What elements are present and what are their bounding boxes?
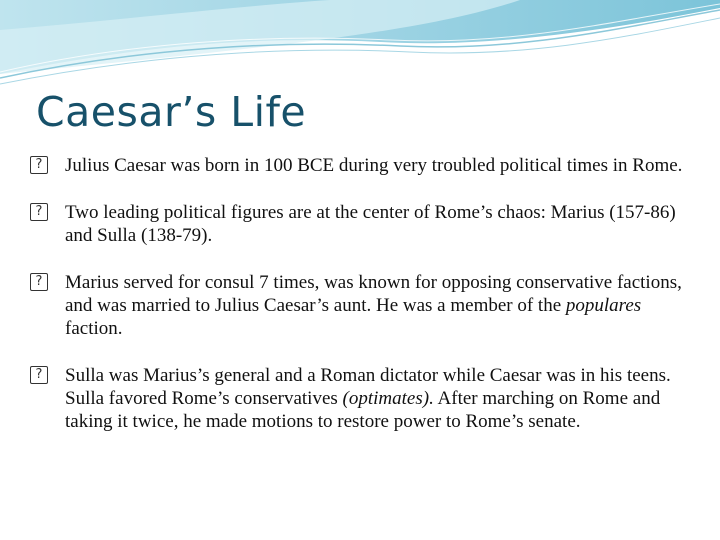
- missing-glyph-icon: [30, 366, 48, 384]
- bullet-item: ? Marius served for consul 7 times, was known for opposing conservative factions, and was married to Julius Caesar’s aunt. He was a member of the populares faction.: [30, 271, 695, 340]
- missing-glyph-icon: [30, 273, 48, 291]
- bullet-item: ? Sulla was Marius’s general and a Roman dictator while Caesar was in his teens. Sulla favored Rome’s conservatives (optimates). After marching on Rome and taking it twice, he made motions to restore power to Rome’s senate.: [30, 364, 695, 433]
- bullet-item: ? Two leading political figures are at the center of Rome’s chaos: Marius (157-86) and Sulla (138-79).: [30, 201, 695, 247]
- italic-term: (optimates).: [342, 388, 434, 409]
- bullet-list: [30, 154, 695, 433]
- missing-glyph-icon: [30, 156, 48, 174]
- italic-term: populares: [565, 295, 642, 316]
- bullet-item: ? Julius Caesar was born in 100 BCE during very troubled political times in Rome.: [30, 154, 695, 177]
- header-wave-decoration: [0, 0, 720, 90]
- slide-title: Caesar’s Life: [36, 88, 307, 136]
- missing-glyph-icon: [30, 203, 48, 221]
